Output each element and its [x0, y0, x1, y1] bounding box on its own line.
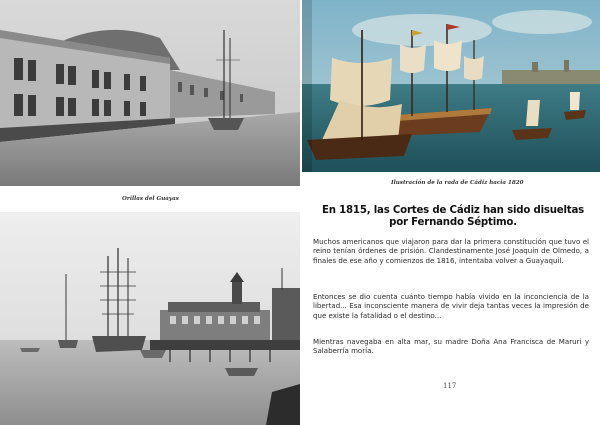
section-heading: En 1815, las Cortes de Cádiz han sido disueltas por Fernando Séptimo. [322, 205, 584, 228]
caption-rada-de-cadiz: Ilustración de la rada de Cádiz hacia 1820 [391, 180, 524, 186]
paragraph-freedom-reflection: Entonces se dio cuenta cuánto tiempo había vivido en la inconciencia de la libertad... Esa inconsciente manera de vivir deja tantas veces la impresión de que existe la fatalidad o el destino... [313, 292, 589, 320]
photo-harbor-tall-ships [0, 212, 300, 425]
caption-orillas-del-guayas: Orillas del Guayas [122, 196, 179, 202]
photo-rada-de-cadiz-painting [302, 0, 600, 172]
page-number: 117 [443, 382, 457, 390]
photo-orillas-del-guayas [0, 0, 300, 186]
paragraph-olmedo-return: Muchos americanos que viajaron para dar la primera constitución que tuvo el reino tenían órdenes de prisión. Clandestinamente José Joaquín de Olmedo, a finales de ese año y comienzos de 1816, intentaba volver a Guayaquil. [313, 237, 589, 265]
paragraph-mother-death: Mientras navegaba en alta mar, su madre Doña Ana Francisca de Maruri y Salaberría moría. [313, 337, 589, 356]
